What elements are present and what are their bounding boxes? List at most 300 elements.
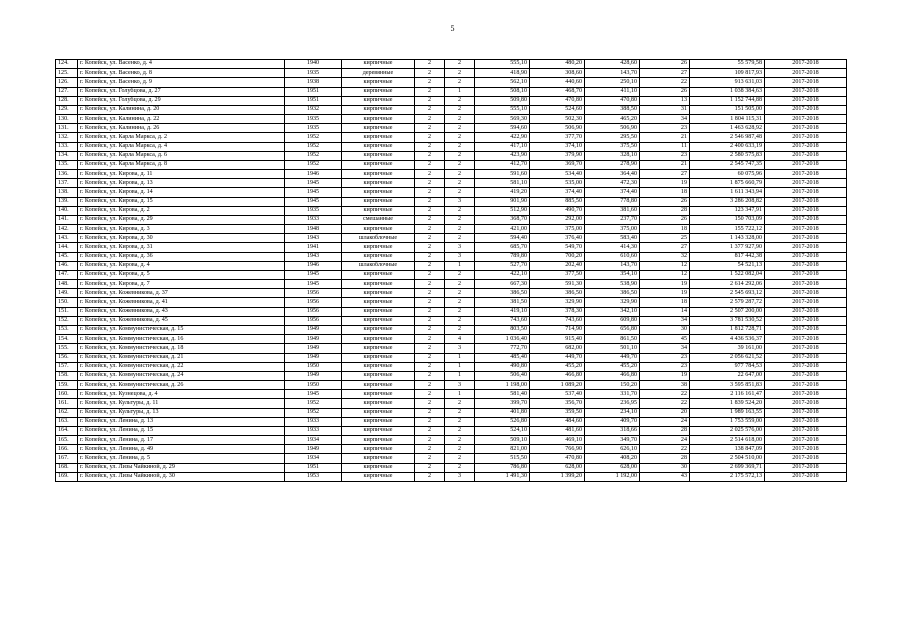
repair-period-cell: 2017-2018 [765,316,847,325]
residents-count-cell: 18 [640,298,690,307]
table-row [56,206,847,215]
residential-area-cell: 626,10 [585,445,640,454]
wall-material-cell: кирпичные [342,87,415,96]
row-number-cell: 156. [56,353,78,362]
residents-count-cell: 19 [640,179,690,188]
build-year-cell: 1949 [285,335,342,344]
repair-period-cell: 2017-2018 [765,280,847,289]
floors-cell: 2 [415,344,445,353]
address-cell: г. Копейск, ул. Кирова, д. 7 [78,280,285,289]
residents-count-cell: 19 [640,289,690,298]
entrances-cell: 3 [445,381,475,390]
row-number-cell: 135. [56,160,78,169]
row-number-cell: 153. [56,325,78,334]
residents-count-cell: 28 [640,206,690,215]
build-year-cell: 1935 [285,206,342,215]
floors-cell: 2 [415,215,445,224]
floors-cell: 2 [415,399,445,408]
repair-period-cell: 2017-2018 [765,399,847,408]
total-area-cell: 386,50 [475,289,530,298]
entrances-cell: 2 [445,270,475,279]
residents-count-cell: 27 [640,243,690,252]
entrances-cell: 2 [445,105,475,114]
build-year-cell: 1956 [285,298,342,307]
premises-area-cell: 329,90 [530,298,585,307]
total-area-cell: 412,70 [475,160,530,169]
total-area-cell: 667,30 [475,280,530,289]
total-area-cell: 569,30 [475,115,530,124]
premises-area-cell: 534,40 [530,170,585,179]
row-number-cell: 152. [56,316,78,325]
floors-cell: 2 [415,289,445,298]
entrances-cell: 2 [445,426,475,435]
table-row [56,371,847,380]
address-cell: г. Копейск, ул. Лизы Чайкиной, д. 29 [78,463,285,472]
premises-area-cell: 359,50 [530,408,585,417]
residential-area-cell: 237,70 [585,215,640,224]
repair-cost-cell: 2 025 576,00 [690,426,765,435]
total-area-cell: 555,10 [475,105,530,114]
build-year-cell: 1945 [285,197,342,206]
residential-area-cell: 408,20 [585,454,640,463]
row-number-cell: 131. [56,124,78,133]
premises-area-cell: 376,40 [530,234,585,243]
total-area-cell: 594,60 [475,124,530,133]
total-area-cell: 594,40 [475,234,530,243]
total-area-cell: 418,90 [475,69,530,78]
total-area-cell: 772,70 [475,344,530,353]
build-year-cell: 1956 [285,307,342,316]
floors-cell: 2 [415,362,445,371]
entrances-cell: 2 [445,307,475,316]
repair-cost-cell: 2 545 693,12 [690,289,765,298]
floors-cell: 2 [415,243,445,252]
build-year-cell: 1952 [285,160,342,169]
table-row [56,115,847,124]
address-cell: г. Копейск, ул. Кирова, д. 13 [78,179,285,188]
wall-material-cell: кирпичные [342,408,415,417]
entrances-cell: 1 [445,87,475,96]
wall-material-cell: кирпичные [342,371,415,380]
total-area-cell: 1 198,00 [475,381,530,390]
entrances-cell: 2 [445,179,475,188]
total-area-cell: 591,60 [475,170,530,179]
wall-material-cell: кирпичные [342,78,415,87]
row-number-cell: 167. [56,454,78,463]
repair-period-cell: 2017-2018 [765,60,847,69]
residential-area-cell: 861,50 [585,335,640,344]
row-number-cell: 126. [56,78,78,87]
repair-period-cell: 2017-2018 [765,142,847,151]
row-number-cell: 149. [56,289,78,298]
table-row [56,60,847,69]
repair-cost-cell: 60 075,96 [690,170,765,179]
residential-area-cell: 329,90 [585,298,640,307]
residents-count-cell: 30 [640,325,690,334]
table-row [56,105,847,114]
address-cell: г. Копейск, ул. Ленина, д. 17 [78,436,285,445]
wall-material-cell: кирпичные [342,344,415,353]
build-year-cell: 1934 [285,454,342,463]
wall-material-cell: кирпичные [342,225,415,234]
wall-material-cell: кирпичные [342,133,415,142]
address-cell: г. Копейск, ул. Кирова, д. 3 [78,225,285,234]
premises-area-cell: 378,30 [530,307,585,316]
repair-period-cell: 2017-2018 [765,362,847,371]
residential-area-cell: 375,50 [585,142,640,151]
repair-period-cell: 2017-2018 [765,325,847,334]
floors-cell: 2 [415,197,445,206]
table-row [56,96,847,105]
total-area-cell: 743,60 [475,316,530,325]
repair-period-cell: 2017-2018 [765,344,847,353]
floors-cell: 2 [415,261,445,270]
premises-area-cell: 1 089,20 [530,381,585,390]
repair-period-cell: 2017-2018 [765,408,847,417]
entrances-cell: 2 [445,280,475,289]
row-number-cell: 133. [56,142,78,151]
floors-cell: 2 [415,436,445,445]
wall-material-cell: кирпичные [342,463,415,472]
address-cell: г. Копейск, ул. Васенко, д. 9 [78,78,285,87]
row-number-cell: 137. [56,179,78,188]
residential-area-cell: 364,40 [585,170,640,179]
row-number-cell: 164. [56,426,78,435]
wall-material-cell: кирпичные [342,160,415,169]
build-year-cell: 1943 [285,234,342,243]
premises-area-cell: 202,40 [530,261,585,270]
build-year-cell: 1946 [285,170,342,179]
residents-count-cell: 26 [640,197,690,206]
floors-cell: 2 [415,325,445,334]
repair-cost-cell: 2 699 369,71 [690,463,765,472]
repair-period-cell: 2017-2018 [765,270,847,279]
residents-count-cell: 13 [640,96,690,105]
build-year-cell: 1935 [285,115,342,124]
total-area-cell: 506,40 [475,371,530,380]
entrances-cell: 2 [445,188,475,197]
repair-period-cell: 2017-2018 [765,353,847,362]
build-year-cell: 1941 [285,243,342,252]
premises-area-cell: 449,70 [530,353,585,362]
repair-cost-cell: 1 152 744,88 [690,96,765,105]
entrances-cell: 1 [445,371,475,380]
residential-area-cell: 331,70 [585,390,640,399]
residents-count-cell: 25 [640,234,690,243]
premises-area-cell: 490,70 [530,206,585,215]
table-row [56,243,847,252]
residents-count-cell: 19 [640,280,690,289]
residential-area-cell: 375,00 [585,225,640,234]
row-number-cell: 160. [56,390,78,399]
residents-count-cell: 12 [640,261,690,270]
repair-cost-cell: 109 817,93 [690,69,765,78]
repair-cost-cell: 55 579,58 [690,60,765,69]
entrances-cell: 2 [445,206,475,215]
entrances-cell: 3 [445,472,475,481]
repair-period-cell: 2017-2018 [765,472,847,481]
address-cell: г. Копейск, ул. Карла Маркса, д. 6 [78,151,285,160]
build-year-cell: 1945 [285,179,342,188]
residential-area-cell: 386,50 [585,289,640,298]
floors-cell: 2 [415,371,445,380]
total-area-cell: 421,00 [475,225,530,234]
wall-material-cell: кирпичные [342,454,415,463]
address-cell: г. Копейск, ул. Ленина, д. 49 [78,445,285,454]
repair-cost-cell: 2 504 510,00 [690,454,765,463]
residents-count-cell: 28 [640,426,690,435]
premises-area-cell: 470,80 [530,96,585,105]
premises-area-cell: 915,40 [530,335,585,344]
build-year-cell: 1952 [285,408,342,417]
wall-material-cell: деревянные [342,69,415,78]
repair-period-cell: 2017-2018 [765,381,847,390]
row-number-cell: 165. [56,436,78,445]
build-year-cell: 1949 [285,445,342,454]
wall-material-cell: кирпичные [342,353,415,362]
build-year-cell: 1951 [285,87,342,96]
residents-count-cell: 22 [640,399,690,408]
repair-cost-cell: 2 400 633,19 [690,142,765,151]
repair-cost-cell: 2 579 287,72 [690,298,765,307]
wall-material-cell: кирпичные [342,197,415,206]
row-number-cell: 158. [56,371,78,380]
premises-area-cell: 700,20 [530,252,585,261]
repair-period-cell: 2017-2018 [765,307,847,316]
repair-cost-cell: 1 038 384,63 [690,87,765,96]
row-number-cell: 147. [56,270,78,279]
repair-cost-cell: 977 784,53 [690,362,765,371]
premises-area-cell: 537,40 [530,390,585,399]
row-number-cell: 154. [56,335,78,344]
repair-cost-cell: 39 161,00 [690,344,765,353]
residents-count-cell: 27 [640,170,690,179]
entrances-cell: 1 [445,362,475,371]
total-area-cell: 419,20 [475,188,530,197]
repair-period-cell: 2017-2018 [765,463,847,472]
floors-cell: 2 [415,124,445,133]
entrances-cell: 2 [445,124,475,133]
total-area-cell: 423,90 [475,151,530,160]
table-row [56,445,847,454]
address-cell: г. Копейск, ул. Голубцова, д. 29 [78,96,285,105]
floors-cell: 2 [415,179,445,188]
wall-material-cell: шлакоблочные [342,234,415,243]
residents-count-cell: 24 [640,417,690,426]
repair-cost-cell: 2 507 200,00 [690,307,765,316]
entrances-cell: 2 [445,408,475,417]
residents-count-cell: 19 [640,371,690,380]
row-number-cell: 146. [56,261,78,270]
repair-cost-cell: 138 847,09 [690,445,765,454]
total-area-cell: 509,80 [475,96,530,105]
wall-material-cell: кирпичные [342,252,415,261]
total-area-cell: 419,10 [475,307,530,316]
entrances-cell: 2 [445,463,475,472]
table-row [56,390,847,399]
premises-area-cell: 469,10 [530,436,585,445]
address-cell: г. Копейск, ул. Кирова, д. 4 [78,261,285,270]
total-area-cell: 401,80 [475,408,530,417]
table-row [56,78,847,87]
repair-period-cell: 2017-2018 [765,445,847,454]
floors-cell: 2 [415,335,445,344]
address-cell: г. Копейск, ул. Культуры, д. 11 [78,399,285,408]
wall-material-cell: кирпичные [342,381,415,390]
row-number-cell: 138. [56,188,78,197]
row-number-cell: 150. [56,298,78,307]
entrances-cell: 2 [445,60,475,69]
residents-count-cell: 26 [640,87,690,96]
repair-period-cell: 2017-2018 [765,417,847,426]
entrances-cell: 2 [445,170,475,179]
premises-area-cell: 481,60 [530,426,585,435]
floors-cell: 2 [415,426,445,435]
premises-area-cell: 628,00 [530,463,585,472]
residential-area-cell: 465,20 [585,115,640,124]
residential-area-cell: 609,80 [585,316,640,325]
premises-area-cell: 682,00 [530,344,585,353]
address-cell: г. Копейск, ул. Коммунистическая, д. 24 [78,371,285,380]
table-row [56,353,847,362]
address-cell: г. Копейск, ул. Ленина, д. 15 [78,426,285,435]
total-area-cell: 508,10 [475,87,530,96]
address-cell: г. Копейск, ул. Кирова, д. 5 [78,270,285,279]
row-number-cell: 140. [56,206,78,215]
floors-cell: 2 [415,390,445,399]
repair-cost-cell: 1 753 559,00 [690,417,765,426]
repair-cost-cell: 4 436 536,37 [690,335,765,344]
repair-cost-cell: 1 463 628,92 [690,124,765,133]
wall-material-cell: кирпичные [342,243,415,252]
total-area-cell: 555,10 [475,60,530,69]
floors-cell: 2 [415,69,445,78]
residential-area-cell: 470,80 [585,96,640,105]
repair-period-cell: 2017-2018 [765,426,847,435]
entrances-cell: 2 [445,225,475,234]
table-row [56,325,847,334]
floors-cell: 2 [415,445,445,454]
premises-area-cell: 743,60 [530,316,585,325]
build-year-cell: 1952 [285,133,342,142]
build-year-cell: 1945 [285,188,342,197]
repair-cost-cell: 1 875 660,79 [690,179,765,188]
entrances-cell: 2 [445,96,475,105]
repair-period-cell: 2017-2018 [765,243,847,252]
wall-material-cell: кирпичные [342,142,415,151]
wall-material-cell: кирпичные [342,436,415,445]
repair-cost-cell: 1 377 927,90 [690,243,765,252]
row-number-cell: 148. [56,280,78,289]
floors-cell: 2 [415,115,445,124]
entrances-cell: 2 [445,417,475,426]
floors-cell: 2 [415,225,445,234]
premises-area-cell: 591,30 [530,280,585,289]
table-row [56,179,847,188]
entrances-cell: 2 [445,234,475,243]
build-year-cell: 1933 [285,215,342,224]
address-cell: г. Копейск, ул. Кирова, д. 11 [78,170,285,179]
residents-count-cell: 22 [640,445,690,454]
address-cell: г. Копейск, ул. Кожевникова, д. 45 [78,316,285,325]
repair-cost-cell: 2 545 747,35 [690,160,765,169]
repair-period-cell: 2017-2018 [765,87,847,96]
wall-material-cell: кирпичные [342,60,415,69]
wall-material-cell: кирпичные [342,151,415,160]
table-row [56,261,847,270]
residential-area-cell: 381,60 [585,206,640,215]
build-year-cell: 1952 [285,142,342,151]
build-year-cell: 1945 [285,390,342,399]
repair-period-cell: 2017-2018 [765,225,847,234]
address-cell: г. Копейск, ул. Коммунистическая, д. 16 [78,335,285,344]
row-number-cell: 145. [56,252,78,261]
repair-period-cell: 2017-2018 [765,115,847,124]
address-cell: г. Копейск, ул. Коммунистическая, д. 18 [78,344,285,353]
residents-count-cell: 18 [640,225,690,234]
table-row [56,316,847,325]
row-number-cell: 142. [56,225,78,234]
total-area-cell: 1 036,40 [475,335,530,344]
repair-cost-cell: 2 175 572,13 [690,472,765,481]
build-year-cell: 1932 [285,105,342,114]
wall-material-cell: шлакоблочные [342,261,415,270]
row-number-cell: 124. [56,60,78,69]
wall-material-cell: кирпичные [342,325,415,334]
residents-count-cell: 32 [640,252,690,261]
wall-material-cell: кирпичные [342,270,415,279]
address-cell: г. Копейск, ул. Васенко, д. 4 [78,60,285,69]
address-cell: г. Копейск, ул. Коммунистическая, д. 21 [78,353,285,362]
residential-area-cell: 354,10 [585,270,640,279]
build-year-cell: 1949 [285,325,342,334]
premises-area-cell: 375,00 [530,225,585,234]
address-cell: г. Копейск, ул. Ленина, д. 13 [78,417,285,426]
entrances-cell: 1 [445,261,475,270]
repair-period-cell: 2017-2018 [765,390,847,399]
entrances-cell: 2 [445,454,475,463]
table-row [56,399,847,408]
floors-cell: 2 [415,408,445,417]
wall-material-cell: кирпичные [342,179,415,188]
address-cell: г. Копейск, ул. Кирова, д. 36 [78,252,285,261]
repair-cost-cell: 2 580 575,83 [690,151,765,160]
entrances-cell: 3 [445,252,475,261]
table-row [56,142,847,151]
row-number-cell: 159. [56,381,78,390]
residents-count-cell: 34 [640,316,690,325]
table-row [56,472,847,481]
repair-period-cell: 2017-2018 [765,234,847,243]
premises-area-cell: 506,90 [530,124,585,133]
address-cell: г. Копейск, ул. Лизы Чайкиной, д. 30 [78,472,285,481]
table-row [56,335,847,344]
residential-area-cell: 295,50 [585,133,640,142]
residents-count-cell: 12 [640,270,690,279]
entrances-cell: 2 [445,215,475,224]
wall-material-cell: кирпичные [342,307,415,316]
table-row [56,188,847,197]
table-row [56,280,847,289]
residential-area-cell: 411,10 [585,87,640,96]
table-row [56,417,847,426]
entrances-cell: 2 [445,436,475,445]
build-year-cell: 1949 [285,353,342,362]
residents-count-cell: 18 [640,188,690,197]
table-row [56,160,847,169]
repair-cost-cell: 1 839 524,20 [690,399,765,408]
residential-area-cell: 234,10 [585,408,640,417]
